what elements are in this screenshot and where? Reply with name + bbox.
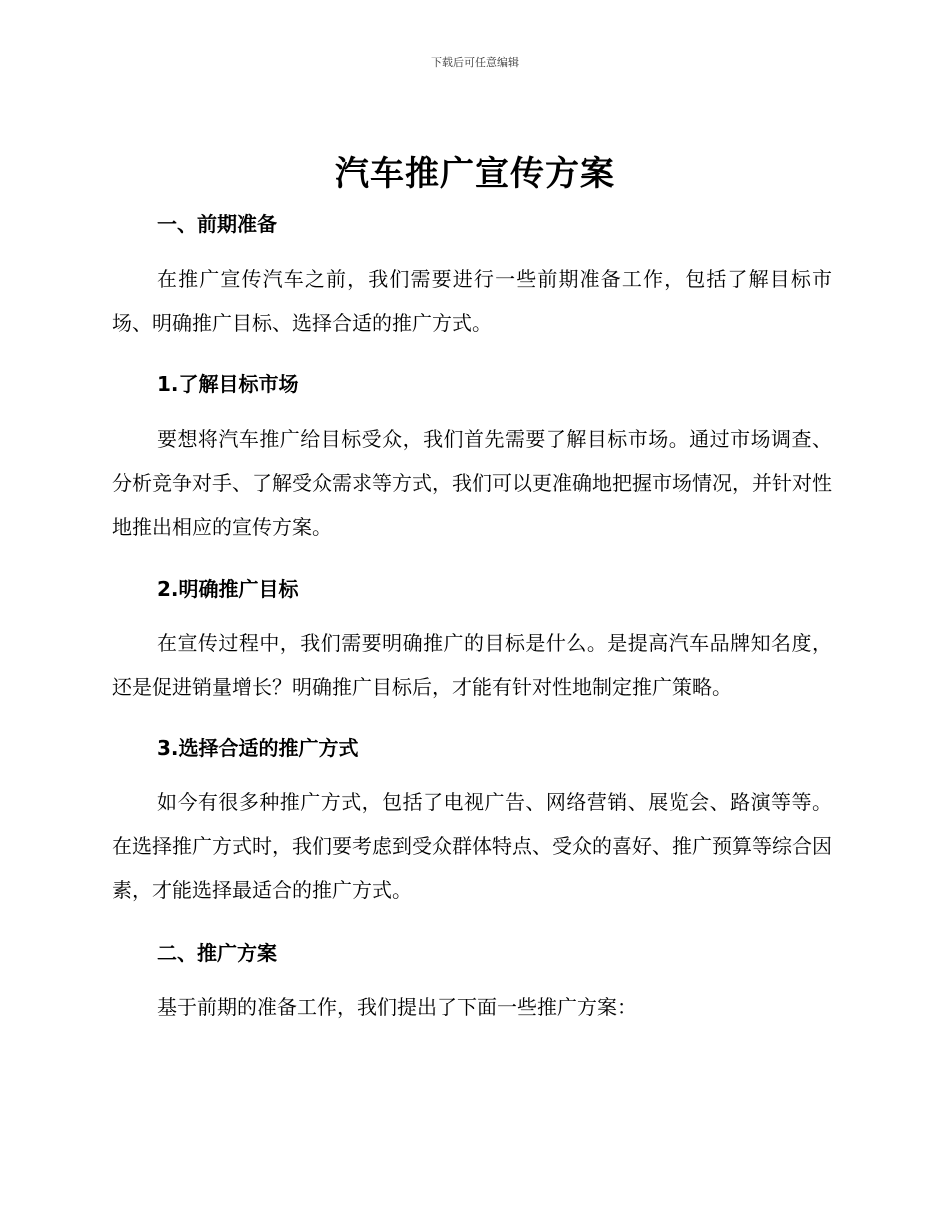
document-title: 汽车推广宣传方案 bbox=[335, 154, 615, 194]
paragraph-promotion-method: 如今有很多种推广方式，包括了电视广告、网络营销、展览会、路演等等。在选择推广方式时，我们要考虑到受众群体特点、受众的喜好、推广预算等综合因素，才能选择最适合的推广方式。 bbox=[112, 790, 832, 902]
subheading-promotion-method: 3.选择合适的推广方式 bbox=[157, 736, 359, 760]
subheading-target-market: 1.了解目标市场 bbox=[157, 372, 299, 396]
section-intro-plan: 基于前期的准备工作，我们提出了下面一些推广方案： bbox=[157, 995, 637, 1019]
header-note: 下载后可任意编辑 bbox=[431, 56, 519, 69]
section-heading-plan: 二、推广方案 bbox=[157, 941, 277, 965]
section-intro-preparation: 在推广宣传汽车之前，我们需要进行一些前期准备工作，包括了解目标市场、明确推广目标、选择合适的推广方式。 bbox=[112, 267, 832, 335]
paragraph-target-market: 要想将汽车推广给目标受众，我们首先需要了解目标市场。通过市场调查、分析竞争对手、了解受众需求等方式，我们可以更准确地把握市场情况，并针对性地推出相应的宣传方案。 bbox=[112, 427, 832, 539]
section-heading-preparation: 一、前期准备 bbox=[157, 212, 277, 236]
paragraph-promotion-goal: 在宣传过程中，我们需要明确推广的目标是什么。是提高汽车品牌知名度，还是促进销量增长？明确推广目标后，才能有针对性地制定推广策略。 bbox=[112, 631, 832, 699]
subheading-promotion-goal: 2.明确推广目标 bbox=[157, 577, 299, 601]
